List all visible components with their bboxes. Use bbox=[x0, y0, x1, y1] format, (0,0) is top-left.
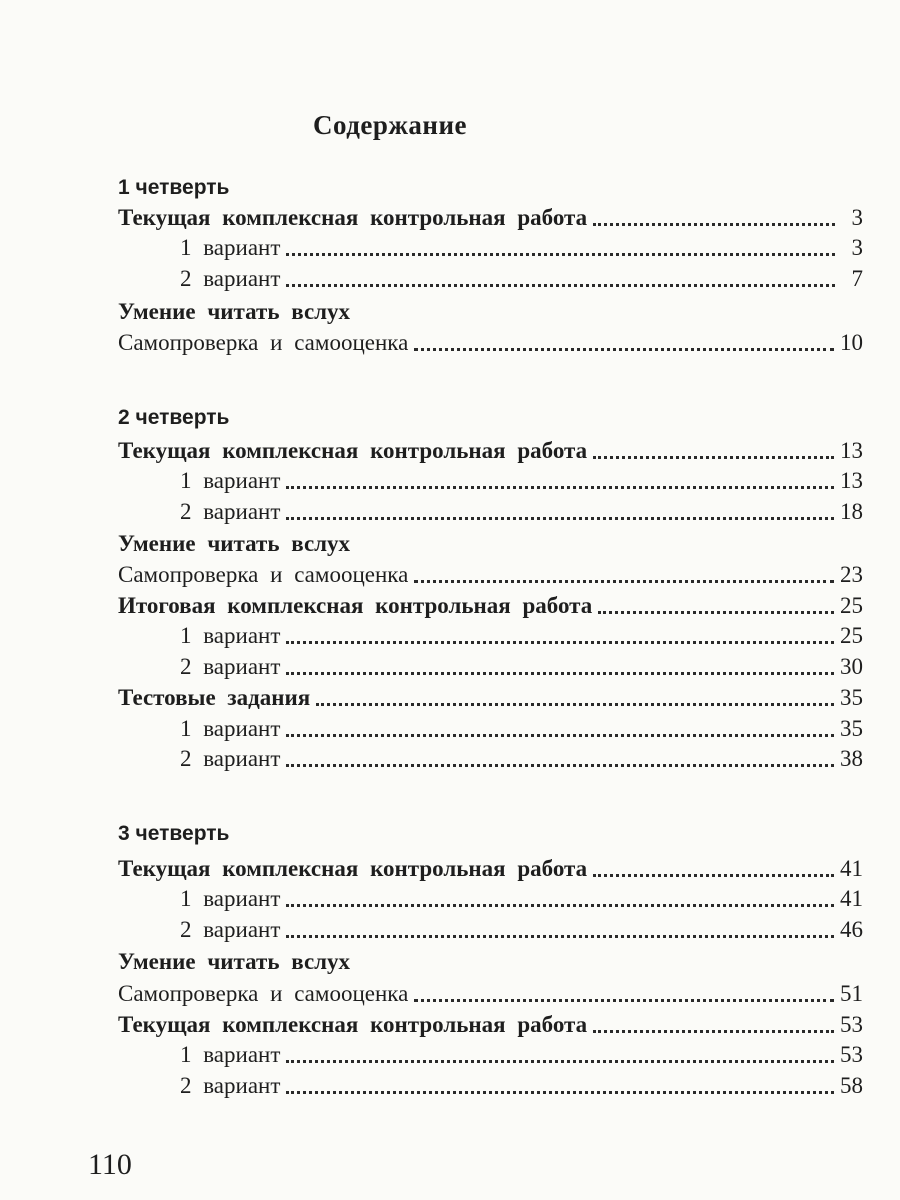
toc-entry bbox=[180, 263, 863, 293]
toc-entry bbox=[180, 620, 863, 650]
dot-leader bbox=[593, 872, 834, 877]
toc-entry bbox=[118, 327, 863, 357]
dot-leader bbox=[286, 902, 834, 907]
toc-entry-label: Самопроверка и самооценка bbox=[118, 562, 409, 587]
dot-leader bbox=[414, 997, 834, 1002]
dot-leader bbox=[286, 762, 834, 767]
toc-entry-label: 1 вариант bbox=[180, 716, 281, 741]
toc-entry-label: Текущая комплексная контрольная работа bbox=[118, 205, 588, 230]
toc-entry bbox=[180, 914, 863, 944]
toc-entry bbox=[180, 496, 863, 526]
toc-entry-page: 13 bbox=[840, 438, 863, 463]
dot-leader bbox=[286, 933, 834, 938]
toc-entry-label: Умение читать вслух bbox=[118, 299, 351, 324]
toc-entry-label: Самопроверка и самооценка bbox=[118, 981, 409, 1006]
toc-entry-page: 35 bbox=[840, 685, 863, 710]
toc-entry-page: 38 bbox=[840, 746, 863, 771]
dot-leader bbox=[593, 454, 834, 459]
toc-entry-label: 1 вариант bbox=[180, 886, 281, 911]
toc-entry-label: 1 вариант bbox=[180, 1042, 281, 1067]
dot-leader bbox=[598, 609, 834, 614]
toc-entry bbox=[118, 853, 863, 883]
dot-leader bbox=[593, 221, 835, 226]
toc-entry-label: 1 вариант bbox=[180, 235, 281, 260]
toc-entry bbox=[180, 743, 863, 773]
toc-entry bbox=[118, 559, 863, 589]
toc-entry-page: 25 bbox=[840, 593, 863, 618]
toc-entry bbox=[180, 232, 863, 262]
toc-entry bbox=[118, 435, 863, 465]
dot-leader bbox=[286, 1089, 834, 1094]
toc-entry bbox=[180, 651, 863, 681]
toc-entry-page: 58 bbox=[840, 1073, 863, 1098]
toc-entry-page: 10 bbox=[840, 330, 863, 355]
toc-entry-label: 1 вариант bbox=[180, 623, 281, 648]
toc-entry-label: 2 вариант bbox=[180, 746, 281, 771]
toc-entry-label: Умение читать вслух bbox=[118, 531, 351, 556]
toc-entry-page: 23 bbox=[840, 562, 863, 587]
dot-leader bbox=[316, 701, 834, 706]
toc-entry-page: 51 bbox=[840, 981, 863, 1006]
toc-entry-page: 3 bbox=[851, 235, 863, 260]
toc-entry-page: 46 bbox=[840, 917, 863, 942]
dot-leader bbox=[286, 670, 834, 675]
toc-entry-label: Умение читать вслух bbox=[118, 949, 351, 974]
dot-leader bbox=[286, 639, 834, 644]
toc-entry-label: Текущая комплексная контрольная работа bbox=[118, 1012, 588, 1037]
toc-entry-label: 2 вариант bbox=[180, 266, 281, 291]
toc-entry bbox=[118, 590, 863, 620]
toc-entry-label: Самопроверка и самооценка bbox=[118, 330, 409, 355]
toc-entry-page: 41 bbox=[840, 856, 863, 881]
page-number: 110 bbox=[88, 1148, 132, 1181]
page-title: Содержание bbox=[312, 110, 468, 140]
toc-entry-label: Текущая комплексная контрольная работа bbox=[118, 856, 588, 881]
toc-entry-label: 2 вариант bbox=[180, 499, 281, 524]
toc-entry-page: 18 bbox=[840, 499, 863, 524]
toc-entry-label: 1 вариант bbox=[180, 468, 281, 493]
toc-entry bbox=[118, 202, 863, 232]
dot-leader bbox=[286, 251, 835, 256]
toc-entry-page: 25 bbox=[840, 623, 863, 648]
dot-leader bbox=[286, 732, 834, 737]
dot-leader bbox=[286, 484, 834, 489]
quarter-heading: 1 четверть bbox=[118, 176, 230, 199]
toc-entry-label: Итоговая комплексная контрольная работа bbox=[118, 593, 593, 618]
toc-entry-label: Тестовые задания bbox=[118, 685, 311, 710]
toc-entry-heading bbox=[118, 528, 863, 558]
toc-entry bbox=[180, 713, 863, 743]
dot-leader bbox=[286, 282, 835, 287]
dot-leader bbox=[286, 1058, 834, 1063]
toc-entry-page: 41 bbox=[840, 886, 863, 911]
toc-entry-page: 7 bbox=[851, 266, 863, 291]
dot-leader bbox=[414, 346, 834, 351]
dot-leader bbox=[286, 515, 834, 520]
toc-entry-page: 35 bbox=[840, 716, 863, 741]
toc-entry bbox=[180, 1039, 863, 1069]
toc-entry-label: 2 вариант bbox=[180, 1073, 281, 1098]
toc-entry bbox=[180, 1070, 863, 1100]
quarter-heading: 2 четверть bbox=[118, 406, 230, 429]
toc-entry bbox=[180, 883, 863, 913]
dot-leader bbox=[414, 578, 834, 583]
toc-entry-page: 53 bbox=[840, 1012, 863, 1037]
toc-entry-page: 30 bbox=[840, 654, 863, 679]
toc-entry bbox=[180, 465, 863, 495]
toc-entry-label: Текущая комплексная контрольная работа bbox=[118, 438, 588, 463]
toc-entry-page: 13 bbox=[840, 468, 863, 493]
toc-entry-page: 3 bbox=[851, 205, 863, 230]
toc-entry-label: 2 вариант bbox=[180, 654, 281, 679]
toc-entry-label: 2 вариант bbox=[180, 917, 281, 942]
toc-entry-heading bbox=[118, 296, 863, 326]
toc-entry-heading bbox=[118, 946, 863, 976]
toc-entry-page: 53 bbox=[840, 1042, 863, 1067]
toc-entry bbox=[118, 1009, 863, 1039]
toc-entry bbox=[118, 978, 863, 1008]
dot-leader bbox=[593, 1028, 834, 1033]
toc-entry bbox=[118, 682, 863, 712]
quarter-heading: 3 четверть bbox=[118, 822, 230, 845]
